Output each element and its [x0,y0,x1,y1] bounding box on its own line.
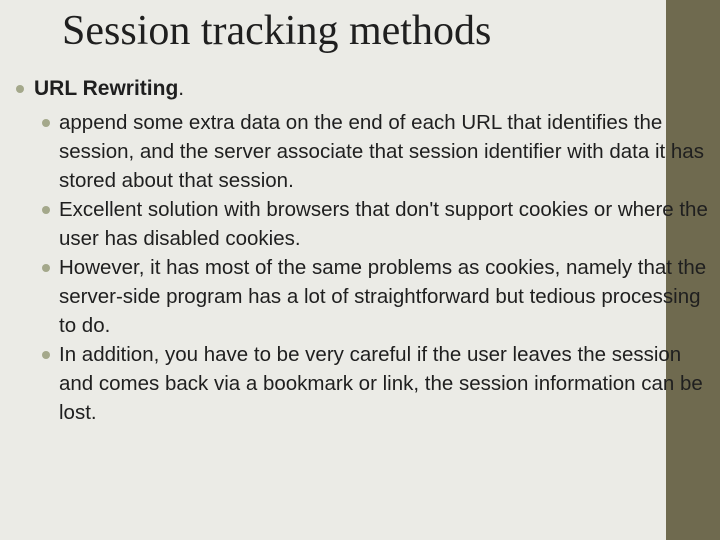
sub-bullet-text: In addition, you have to be very careful if the user leaves the session and comes back via a bookmark or link, the session information can be lost. [59,343,703,424]
main-bullet-label: URL Rewriting [34,77,179,100]
sub-bullet-list [14,108,714,427]
bullet-dot-icon [42,264,50,272]
sub-bullet-text: Excellent solution with browsers that don't support cookies or where the user has disabled cookies. [59,198,708,250]
sub-bullet-text: However, it has most of the same problems as cookies, namely that the server-side program has a lot of straightforward but tedious processing to do. [59,256,707,337]
main-bullet-item [14,74,714,104]
bullet-dot-icon [42,119,50,127]
sub-bullet-item [42,108,719,195]
sub-bullet-item [42,253,719,340]
sub-bullet-item [42,340,719,427]
bullet-dot-icon [16,85,24,93]
slide-content [14,74,714,427]
bullet-dot-icon [42,206,50,214]
bullet-dot-icon [42,351,50,359]
sub-bullet-item [42,195,719,253]
main-bullet-suffix: . [178,77,185,100]
slide-title: Session tracking methods [62,8,492,54]
sub-bullet-text: append some extra data on the end of each URL that identifies the session, and the server associate that session identifier with data it has stored about that session. [59,111,704,192]
